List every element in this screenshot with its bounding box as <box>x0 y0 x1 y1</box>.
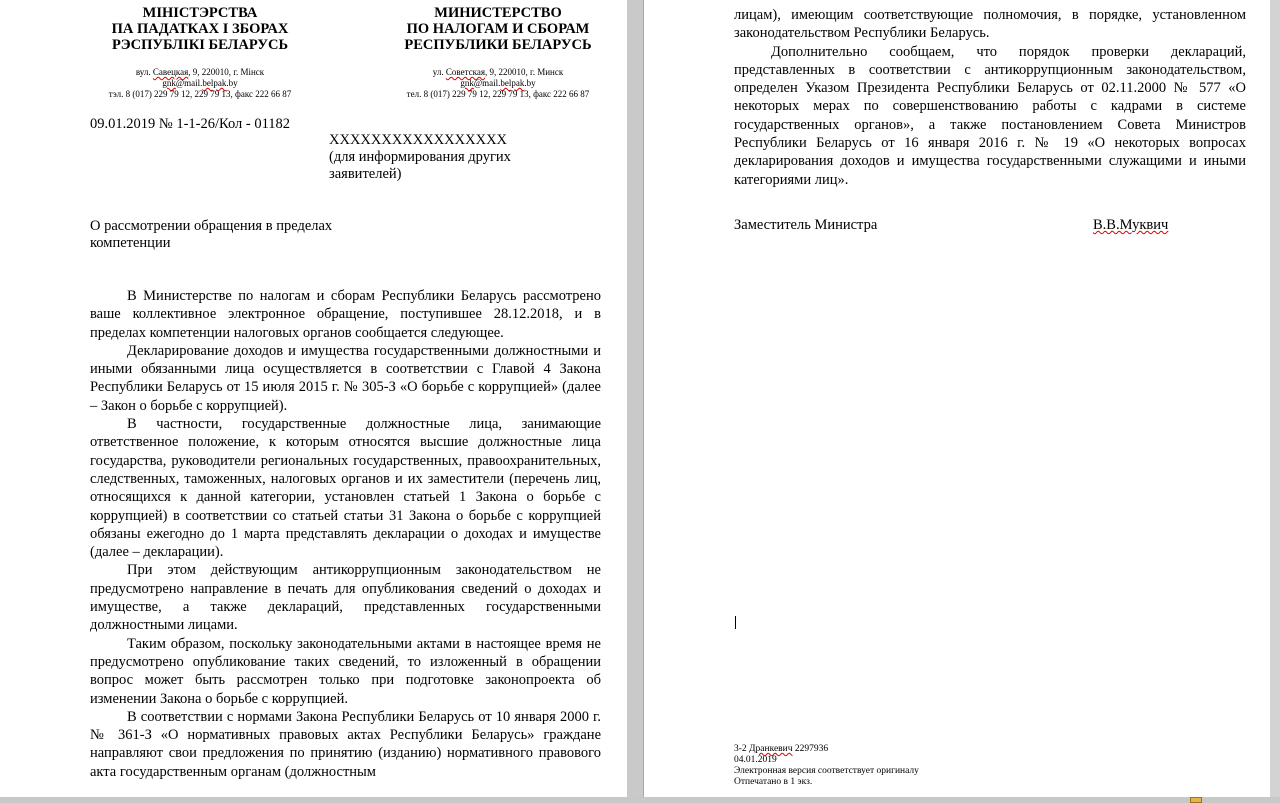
addressee-note: (для информирования других заявителей) <box>329 149 511 182</box>
document-page-1 <box>0 0 627 797</box>
status-bar <box>0 797 1280 803</box>
letter-body-page-2[interactable] <box>734 6 1246 189</box>
letterhead-title-line: ПО НАЛОГАМ И СБОРАМ <box>406 21 590 37</box>
text-cursor <box>735 616 736 629</box>
footer-executor: 3-2 Дранкевич 2297936 <box>734 744 829 754</box>
status-icon[interactable] <box>1190 797 1202 803</box>
document-footer <box>734 744 994 788</box>
signatory-name: В.В.Муквич <box>1093 217 1169 233</box>
letterhead-russian <box>380 5 616 100</box>
letterhead-title-line: ПА ПАДАТКАХ І ЗБОРАХ <box>111 21 289 37</box>
letterhead-phone: тел. 8 (017) 229 79 12, 229 79 13, факс 222 66 87 <box>406 89 590 99</box>
registration-number: 09.01.2019 № 1-1-26/Кол - 01182 <box>90 116 291 132</box>
letterhead-email: gnk@mail.belpak.by <box>460 78 536 88</box>
letterhead-title-line: РЕСПУБЛИКИ БЕЛАРУСЬ <box>404 37 592 53</box>
addressee-block <box>329 132 559 183</box>
letter-body-page-1[interactable] <box>90 287 601 781</box>
body-paragraph: В Министерстве по налогам и сборам Республики Беларусь рассмотрено ваше коллективное электронное обращение, поступившее 28.12.2018, и в пределах компетенции налоговых органов сообщается следующее. <box>90 288 601 341</box>
letterhead-title-line: МИНИСТЕРСТВО <box>434 5 562 21</box>
body-paragraph: Декларирование доходов и имущества государственными должностными и иными обязанными лица осуществляется в соответствии с Главой 4 Закона Республики Беларусь от 15 июля 2015 г. № 305-З «О борьбе с коррупцией» (далее – Закон о борьбе с коррупцией). <box>90 342 601 414</box>
page-gap <box>627 0 644 797</box>
letterhead-address: ул. Советская, 9, 220010, г. Минск <box>432 67 564 77</box>
body-paragraph: При этом действующим антикоррупционным законодательством не предусмотрено направление в печать для опубликования сведений о доходах и имуществе, а также деклараций, представленных государственными должностными лицами. <box>90 562 601 634</box>
letterhead-title-line: МІНІСТЭРСТВА <box>142 5 258 21</box>
letterhead-title-line: РЭСПУБЛІКІ БЕЛАРУСЬ <box>111 37 289 53</box>
document-page-2 <box>644 0 1270 797</box>
letter-subject: О рассмотрении обращения в пределах компетенции <box>90 218 333 251</box>
window-edge <box>1270 0 1280 803</box>
addressee-name: ХХХХХХХХХХХХХХХХХ <box>329 132 508 148</box>
body-paragraph: Таким образом, поскольку законодательными актами в настоящее время не предусмотрено опубликование таких сведений, то изложенный в обращении вопрос может быть рассмотрен только при подготовке законопроекта об изменении Закона о борьбе с коррупцией. <box>90 635 601 707</box>
body-paragraph: лицам), имеющим соответствующие полномочия, в порядке, установленном законодательством Республики Беларусь. <box>734 7 1246 42</box>
signatory-title: Заместитель Министра <box>734 217 878 233</box>
footer-date: 04.01.2019 <box>734 755 777 765</box>
body-paragraph: Дополнительно сообщаем, что порядок проверки деклараций, представленных в соответствии с антикоррупционным законодательством, определен Указом Президента Республики Беларусь от 02.11.2000 № 577 «О некоторых мерах по совершенствованию работы с кадрами в системе государственных органов», а также постановлением Совета Министров Республики Беларусь от 16 января 2016 г. № 19 «О некоторых вопросах декларирования доходов и имущества государственными служащими и иными категориями лиц». <box>734 43 1246 188</box>
footer-note: Электронная версия соответствует оригиналу <box>734 766 919 776</box>
letterhead-belarusian <box>80 5 320 100</box>
body-paragraph: В соответствии с нормами Закона Республики Беларусь от 10 января 2000 г. № 361-З «О нормативных правовых актах Республики Беларусь» граждане направляют свои предложения по принятию (изданию) нормативного правового акта государственным органам (должностным <box>90 708 601 780</box>
letterhead-phone: тэл. 8 (017) 229 79 12, 229 79 13, факс 222 66 87 <box>108 89 292 99</box>
footer-copies: Отпечатано в 1 экз. <box>734 777 813 787</box>
letterhead-email: gnk@mail.belpak.by <box>162 78 238 88</box>
body-paragraph: В частности, государственные должностные лица, занимающие ответственное положение, к которым относятся высшие должностные лица государства, руководители региональных государственных, правоохранительных, следственных, таможенных, налоговых органов и их заместители (перечень лиц, относящихся к данной категории, установлен статьей 1 Закона о борьбе с коррупцией) в соответствии со статьей статьи 31 Закона о борьбе с коррупцией обязаны ежегодно до 1 марта представлять декларации о доходах и имуществе (далее – декларации). <box>90 416 601 561</box>
letterhead-address: вул. Савецкая, 9, 220010, г. Мінск <box>135 67 265 77</box>
